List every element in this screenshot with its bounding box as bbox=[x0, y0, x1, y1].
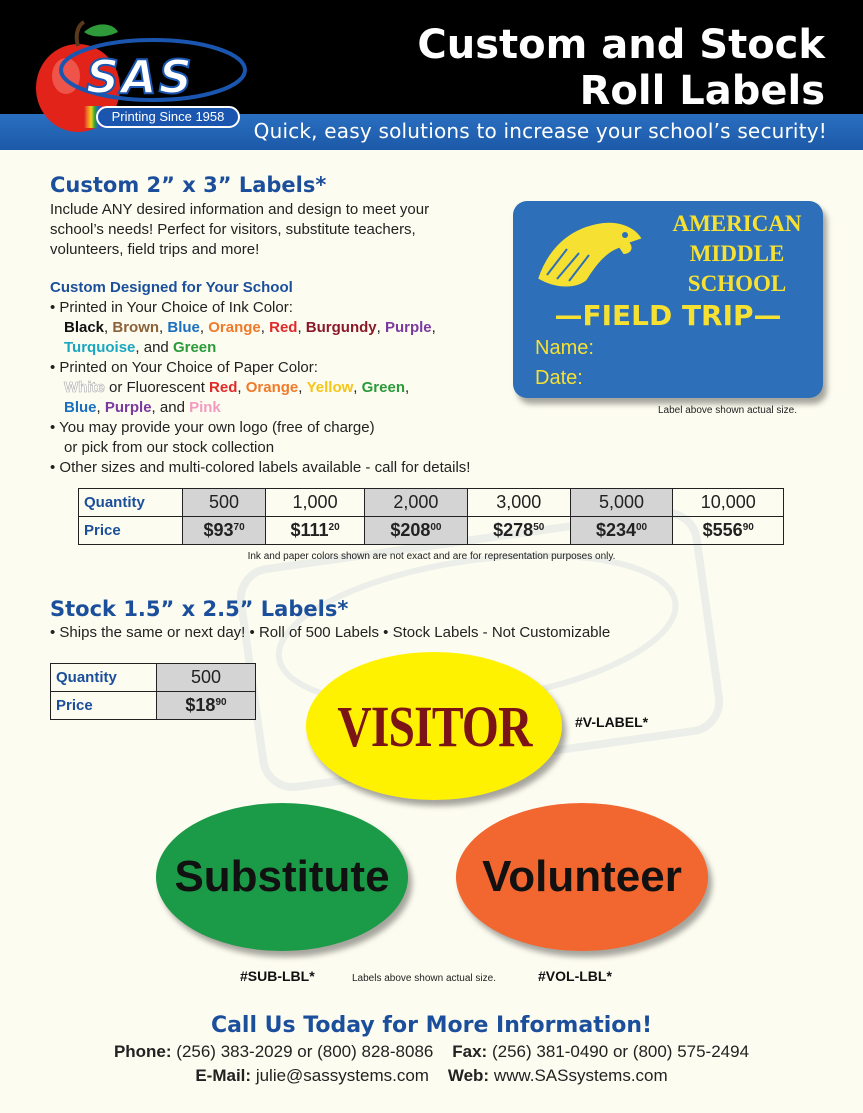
paper-purple: Purple bbox=[104, 399, 152, 416]
custom-intro bbox=[50, 200, 429, 260]
sas-logo bbox=[28, 18, 248, 138]
paper-fluorescent: or Fluorescent bbox=[109, 379, 205, 396]
fax-value: (256) 381-0490 or (800) 575-2494 bbox=[491, 1042, 750, 1061]
ink-burgundy: Burgundy bbox=[305, 319, 377, 336]
custom-options-list bbox=[50, 298, 470, 478]
price-cell bbox=[467, 517, 570, 545]
price-dollars: $234 bbox=[595, 520, 636, 540]
paper-orange: Orange bbox=[245, 379, 299, 396]
fax-label: Fax: bbox=[452, 1042, 488, 1061]
substitute-label bbox=[156, 803, 408, 951]
price-dollars: $93 bbox=[203, 520, 234, 540]
paper-colors-line-1: White or Fluorescent Red, Orange, Yellow, Green, bbox=[64, 379, 410, 396]
web-value[interactable]: www.SASsystems.com bbox=[493, 1066, 668, 1085]
ink-red: Red bbox=[269, 319, 298, 336]
logo-text: SAS bbox=[86, 50, 194, 104]
price-dollars: $556 bbox=[702, 520, 743, 540]
substitute-label-text: Substitute bbox=[174, 852, 390, 901]
title-line-2: Roll Labels bbox=[579, 68, 825, 114]
price-cell bbox=[157, 692, 256, 720]
price-cents: 90 bbox=[742, 522, 754, 533]
eagle-icon bbox=[527, 209, 647, 295]
logo-option-2: or pick from our stock collection bbox=[64, 439, 275, 456]
price-cell bbox=[673, 517, 784, 545]
price-cell bbox=[266, 517, 365, 545]
stock-actual-size-note: Labels above shown actual size. bbox=[352, 973, 496, 984]
quantity-header: Quantity bbox=[51, 664, 157, 692]
school-line: SCHOOL bbox=[687, 271, 787, 296]
stock-subline: • Ships the same or next day! • Roll of 500 Labels • Stock Labels - Not Customizable bbox=[50, 624, 611, 641]
paper-yellow: Yellow bbox=[306, 379, 354, 396]
name-field-label: Name: bbox=[535, 337, 594, 359]
price-cell bbox=[365, 517, 468, 545]
field-trip-title: —FIELD TRIP— bbox=[554, 299, 782, 332]
visitor-label-text: VISITOR bbox=[336, 693, 532, 759]
substitute-code: #SUB-LBL* bbox=[240, 968, 315, 984]
field-trip-sample-label bbox=[513, 201, 823, 398]
email-label: E-Mail: bbox=[195, 1066, 252, 1085]
page-title bbox=[417, 22, 825, 114]
custom-intro-line: Include ANY desired information and design to meet your bbox=[50, 201, 430, 218]
paper-white: White bbox=[64, 379, 105, 396]
paper-red: Red bbox=[209, 379, 238, 396]
actual-size-note: Label above shown actual size. bbox=[658, 405, 797, 416]
logo-since: Printing Since 1958 bbox=[96, 106, 240, 128]
quantity-header: Quantity bbox=[79, 489, 183, 517]
phone-label: Phone: bbox=[113, 1042, 172, 1061]
quantity-row bbox=[79, 489, 784, 517]
stock-heading: Stock 1.5” x 2.5” Labels* bbox=[50, 597, 349, 621]
price-dollars: $111 bbox=[290, 520, 329, 540]
and-word: and bbox=[159, 399, 185, 416]
ink-intro: • Printed in Your Choice of Ink Color: bbox=[50, 299, 293, 316]
price-dollars: $18 bbox=[185, 695, 216, 715]
qty-cell: 2,000 bbox=[365, 489, 468, 517]
visitor-label bbox=[306, 652, 562, 800]
ink-black: Black bbox=[64, 319, 105, 336]
custom-intro-line: school’s needs! Perfect for visitors, substitute teachers, bbox=[50, 221, 416, 238]
paper-intro: • Printed on Your Choice of Paper Color: bbox=[50, 359, 318, 376]
price-cents: 90 bbox=[215, 697, 227, 708]
volunteer-code: #VOL-LBL* bbox=[538, 968, 612, 984]
tagline: Quick, easy solutions to increase your school’s security! bbox=[253, 119, 827, 143]
qty-cell: 500 bbox=[157, 664, 256, 692]
price-cents: 20 bbox=[328, 522, 340, 533]
price-dollars: $278 bbox=[493, 520, 534, 540]
price-row bbox=[79, 517, 784, 545]
ink-brown: Brown bbox=[112, 319, 160, 336]
date-field-label: Date: bbox=[535, 367, 583, 389]
title-line-1: Custom and Stock bbox=[417, 22, 825, 68]
qty-cell: 500 bbox=[183, 489, 266, 517]
volunteer-label bbox=[456, 803, 708, 951]
school-line: MIDDLE bbox=[689, 241, 785, 266]
school-line: AMERICAN bbox=[672, 211, 802, 236]
price-row bbox=[51, 692, 256, 720]
email-web-line bbox=[0, 1066, 863, 1086]
price-header: Price bbox=[51, 692, 157, 720]
ink-green: Green bbox=[172, 339, 217, 356]
school-name bbox=[653, 209, 821, 299]
price-dollars: $208 bbox=[390, 520, 431, 540]
qty-cell: 5,000 bbox=[570, 489, 673, 517]
volunteer-label-text: Volunteer bbox=[482, 852, 682, 901]
qty-cell: 1,000 bbox=[266, 489, 365, 517]
logo-option: • You may provide your own logo (free of charge) bbox=[50, 419, 375, 436]
ink-turquoise: Turquoise bbox=[64, 339, 136, 356]
ink-colors-line-1: Black, Brown, Blue, Orange, Red, Burgundy, Purple, bbox=[64, 319, 436, 336]
web-label: Web: bbox=[447, 1066, 490, 1085]
price-header: Price bbox=[79, 517, 183, 545]
quantity-row bbox=[51, 664, 256, 692]
custom-price-table bbox=[78, 488, 784, 545]
ink-blue: Blue bbox=[167, 319, 200, 336]
other-sizes: • Other sizes and multi-colored labels available - call for details! bbox=[50, 459, 471, 476]
qty-cell: 3,000 bbox=[467, 489, 570, 517]
ink-orange: Orange bbox=[208, 319, 261, 336]
stock-price-table bbox=[50, 663, 256, 720]
paper-colors-line-2: Blue, Purple, and Pink bbox=[64, 399, 221, 416]
disclaimer: Ink and paper colors shown are not exact and are for representation purposes only. bbox=[247, 551, 616, 562]
price-cents: 70 bbox=[233, 522, 245, 533]
phone-fax-line bbox=[0, 1042, 863, 1062]
qty-cell: 10,000 bbox=[673, 489, 784, 517]
paper-blue: Blue bbox=[64, 399, 97, 416]
call-to-action: Call Us Today for More Information! bbox=[210, 1013, 653, 1038]
price-cell bbox=[183, 517, 266, 545]
and-word: and bbox=[143, 339, 169, 356]
price-cents: 00 bbox=[430, 522, 442, 533]
email-value[interactable]: julie@sassystems.com bbox=[255, 1066, 429, 1085]
custom-subheading: Custom Designed for Your School bbox=[50, 279, 293, 296]
price-cents: 50 bbox=[533, 522, 545, 533]
paper-green: Green bbox=[361, 379, 405, 396]
visitor-code: #V-LABEL* bbox=[575, 714, 649, 730]
price-cell bbox=[570, 517, 673, 545]
paper-pink: Pink bbox=[189, 399, 221, 416]
custom-heading: Custom 2” x 3” Labels* bbox=[50, 173, 327, 197]
price-cents: 00 bbox=[636, 522, 648, 533]
phone-value: (256) 383-2029 or (800) 828-8086 bbox=[176, 1042, 434, 1061]
ink-purple: Purple bbox=[384, 319, 432, 336]
custom-intro-line: volunteers, field trips and more! bbox=[50, 241, 260, 258]
ink-colors-line-2: Turquoise, and Green bbox=[64, 339, 217, 356]
